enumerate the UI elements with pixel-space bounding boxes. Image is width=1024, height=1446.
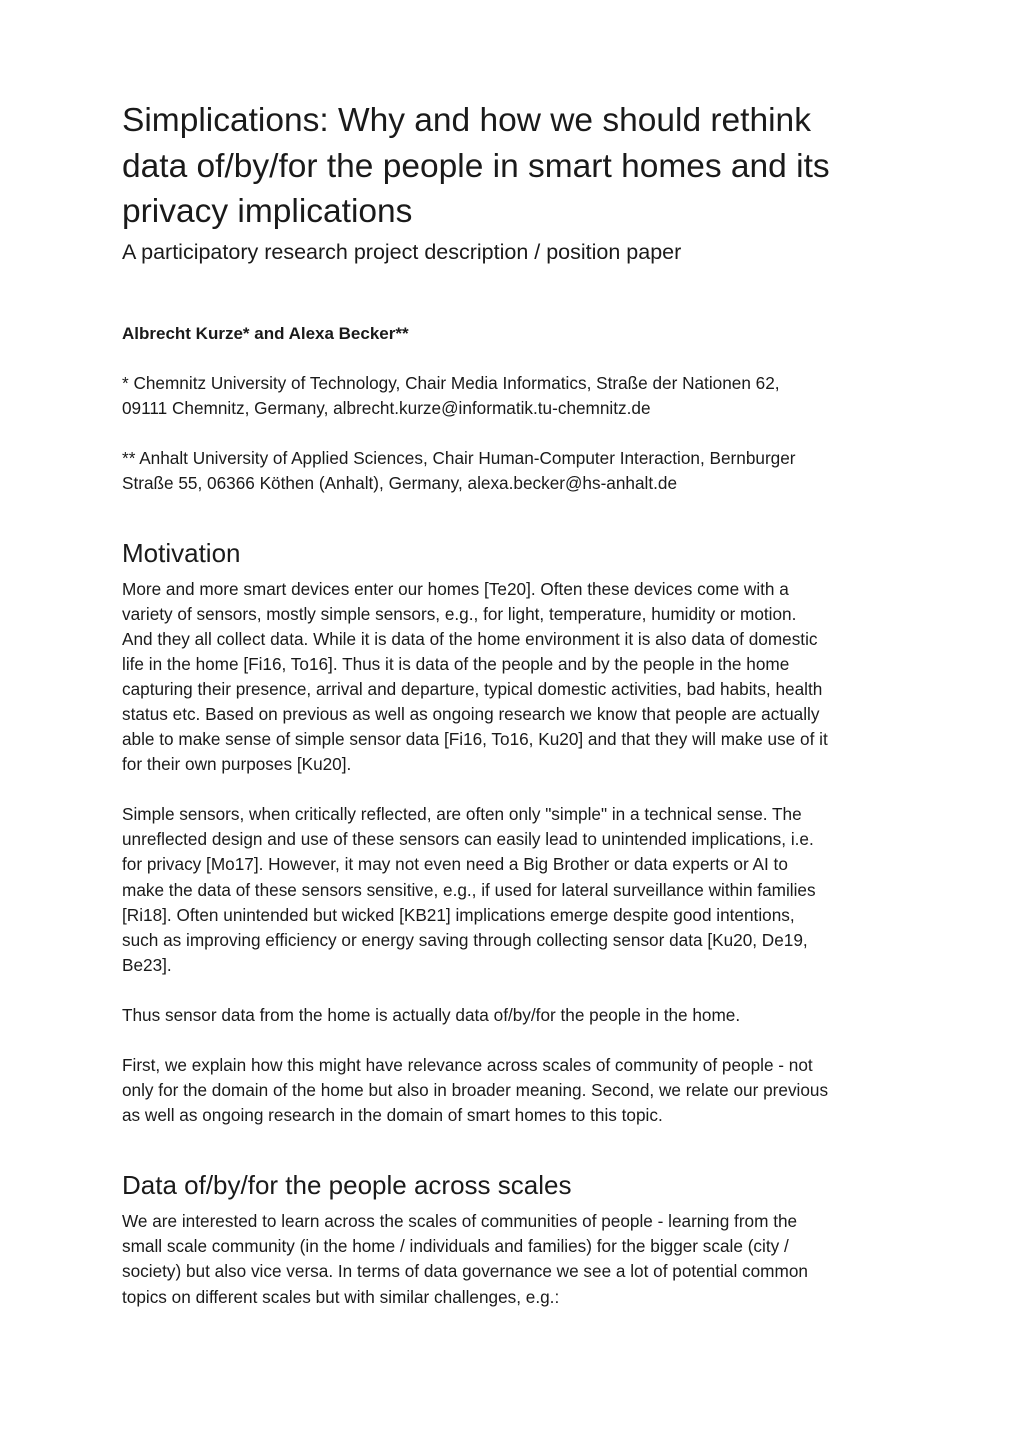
author-list: Albrecht Kurze* and Alexa Becker** [122, 323, 409, 343]
text-line: More and more smart devices enter our homes [Te20]. Often these devices come with a [122, 578, 789, 599]
text-line: make the data of these sensors sensitive, e.g., if used for lateral surveillance within families [122, 879, 816, 900]
text-line: for their own purposes [Ku20]. [122, 754, 352, 775]
text-line: small scale community (in the home / individuals and families) for the bigger scale (city / [122, 1236, 789, 1257]
across-scales-paragraph-1 [122, 1209, 906, 1309]
affiliation-line: Straße 55, 06366 Köthen (Anhalt), Germany, alexa.becker@hs-anhalt.de [122, 472, 678, 493]
text-line: Simple sensors, when critically reflected, are often only "simple" in a technical sense. The [122, 804, 802, 825]
text-line: [Ri18]. Often unintended but wicked [KB21] implications emerge despite good intentions, [122, 904, 795, 925]
affiliation-line: * Chemnitz University of Technology, Chair Media Informatics, Straße der Nationen 62, [122, 372, 780, 393]
affiliation-2 [122, 446, 906, 496]
text-line: as well as ongoing research in the domain of smart homes to this topic. [122, 1105, 663, 1126]
affiliation-1 [122, 371, 906, 421]
text-line: able to make sense of simple sensor data [Fi16, To16, Ku20] and that they will make use of it [122, 729, 828, 750]
paper-content [122, 98, 906, 1310]
motivation-paragraph-2 [122, 802, 906, 978]
text-line: life in the home [Fi16, To16]. Thus it is data of the people and by the people in the home [122, 653, 790, 674]
motivation-paragraph-3 [122, 1003, 906, 1028]
section-heading-motivation: Motivation [122, 537, 241, 568]
title-line: privacy implications [122, 193, 413, 230]
text-line: capturing their presence, arrival and departure, typical domestic activities, bad habits, health [122, 678, 823, 699]
paper-subtitle: A participatory research project description / position paper [122, 239, 682, 264]
text-line: society) but also vice versa. In terms of data governance we see a lot of potential common [122, 1261, 808, 1282]
section-heading-across-scales: Data of/by/for the people across scales [122, 1170, 572, 1201]
text-line: Be23]. [122, 954, 172, 975]
title-line: data of/by/for the people in smart homes and its [122, 147, 830, 185]
affiliation-line: ** Anhalt University of Applied Sciences, Chair Human-Computer Interaction, Bernburger [122, 447, 796, 468]
text-line: status etc. Based on previous as well as ongoing research we know that people are actually [122, 703, 820, 724]
text-line: Thus sensor data from the home is actually data of/by/for the people in the home. [122, 1004, 741, 1025]
affiliation-line: 09111 Chemnitz, Germany, albrecht.kurze@informatik.tu-chemnitz.de [122, 397, 651, 418]
text-line: such as improving efficiency or energy saving through collecting sensor data [Ku20, De19, [122, 929, 808, 950]
text-line: And they all collect data. While it is data of the home environment it is also data of domestic [122, 628, 818, 649]
text-line: for privacy [Mo17]. However, it may not even need a Big Brother or data experts or AI to [122, 854, 788, 875]
text-line: topics on different scales but with similar challenges, e.g.: [122, 1286, 560, 1307]
motivation-paragraph-1 [122, 577, 906, 778]
text-line: only for the domain of the home but also in broader meaning. Second, we relate our previous [122, 1080, 829, 1101]
text-line: First, we explain how this might have relevance across scales of community of people - not [122, 1055, 813, 1075]
text-line: We are interested to learn across the scales of communities of people - learning from the [122, 1211, 798, 1232]
title-line: Simplications: Why and how we should rethink [122, 102, 811, 139]
text-line: variety of sensors, mostly simple sensors, e.g., for light, temperature, humidity or motion. [122, 603, 797, 624]
motivation-paragraph-4 [122, 1053, 906, 1128]
paper-title [122, 98, 906, 235]
text-line: unreflected design and use of these sensors can easily lead to unintended implications, i.e. [122, 829, 814, 850]
